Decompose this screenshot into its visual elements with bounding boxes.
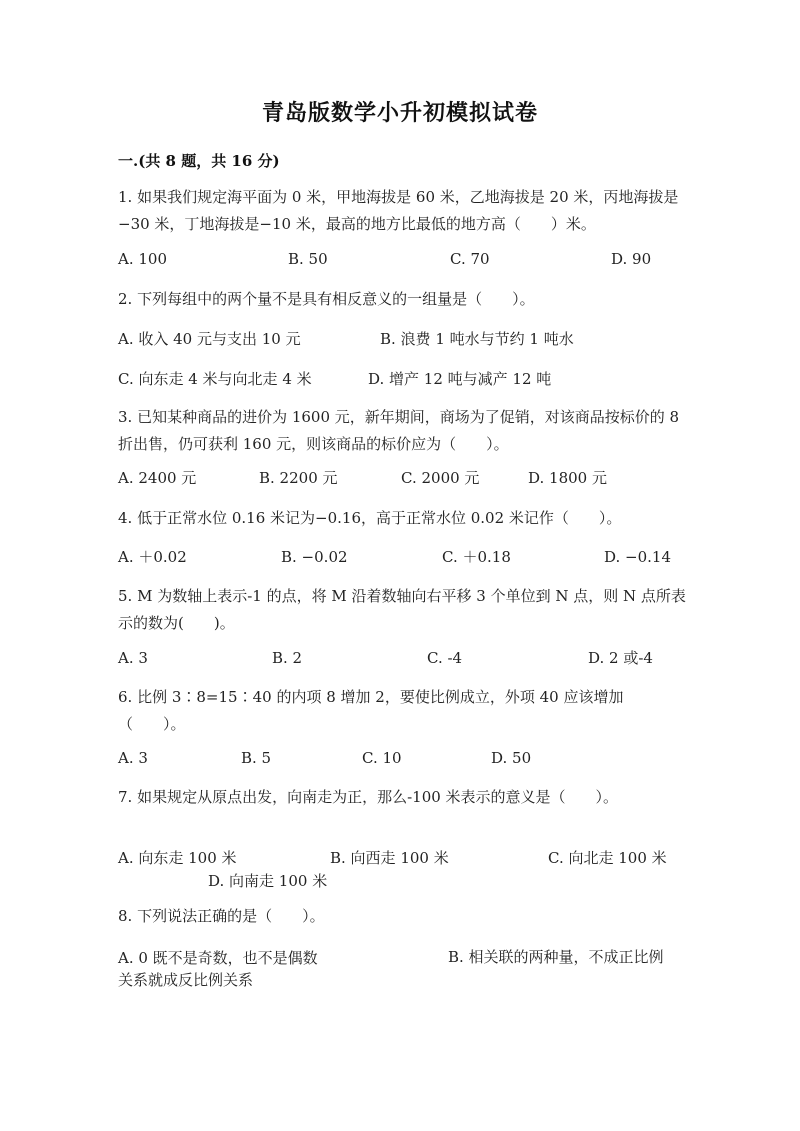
question-7-option-c: C. 向北走 100 米 — [548, 849, 667, 867]
question-5-option-a: A. 3 — [118, 649, 148, 667]
question-7-option-d: D. 向南走 100 米 — [208, 872, 328, 890]
question-6-option-d: D. 50 — [491, 749, 532, 767]
question-4-option-c: C. ＋0.18 — [442, 548, 511, 566]
question-7-stem: 7. 如果规定从原点出发，向南走为正，那么-100 米表示的意义是（ ）。 — [118, 788, 619, 806]
question-4-option-b: B. −0.02 — [281, 548, 348, 566]
question-2-option-a: A. 收入 40 元与支出 10 元 — [118, 330, 301, 348]
question-1-option-a: A. 100 — [118, 250, 167, 268]
question-3-option-a: A. 2400 元 — [118, 469, 197, 487]
question-4-stem: 4. 低于正常水位 0.16 米记为−0.16，高于正常水位 0.02 米记作（ ）。 — [118, 509, 622, 527]
question-1-stem: 1. 如果我们规定海平面为 0 米，甲地海拔是 60 米，乙地海拔是 20 米，丙地海拔是−30 米，丁地海拔是−10 米，最高的地方比最低的地方高（ ）米。 — [118, 188, 679, 233]
question-6-option-a: A. 3 — [118, 749, 148, 767]
question-3-option-c: C. 2000 元 — [401, 469, 480, 487]
question-4-option-a: A. ＋0.02 — [118, 548, 187, 566]
question-5-option-c: C. -4 — [427, 649, 463, 667]
question-2-stem: 2. 下列每组中的两个量不是具有相反意义的一组量是（ ）。 — [118, 290, 535, 308]
question-5-option-d: D. 2 或-4 — [588, 649, 653, 667]
question-2-option-c: C. 向东走 4 米与向北走 4 米 — [118, 370, 312, 388]
question-7-option-b: B. 向西走 100 米 — [330, 849, 449, 867]
page-title: 青岛版数学小升初模拟试卷 — [261, 100, 538, 126]
question-5-option-b: B. 2 — [272, 649, 303, 667]
question-7-option-a: A. 向东走 100 米 — [118, 849, 237, 867]
question-3-stem: 3. 已知某种商品的进价为 1600 元，新年期间，商场为了促销，对该商品按标价的 8 折出售，仍可获利 160 元，则该商品的标价应为（ ）。 — [118, 408, 680, 453]
question-3-option-d: D. 1800 元 — [528, 469, 607, 487]
question-8-option-a: A. 0 既不是奇数，也不是偶数 — [118, 949, 318, 967]
question-4-option-d: D. −0.14 — [604, 548, 671, 566]
question-1-option-b: B. 50 — [288, 250, 328, 268]
question-5-stem: 5. M 为数轴上表示-1 的点，将 M 沿着数轴向右平移 3 个单位到 N 点，则 N 点所表示的数为( )。 — [118, 587, 686, 632]
question-6-stem: 6. 比例 3∶8=15∶40 的内项 8 增加 2，要使比例成立，外项 40 应该增加（ ）。 — [118, 688, 624, 733]
question-3-option-b: B. 2200 元 — [259, 469, 338, 487]
question-8-stem: 8. 下列说法正确的是（ ）。 — [118, 907, 325, 925]
question-6-option-c: C. 10 — [362, 749, 402, 767]
question-2-option-d: D. 增产 12 吨与减产 12 吨 — [368, 370, 552, 388]
section-heading: 一.(共 8 题，共 16 分) — [118, 152, 280, 170]
question-2-option-b: B. 浪费 1 吨水与节约 1 吨水 — [380, 330, 574, 348]
question-6-option-b: B. 5 — [241, 749, 272, 767]
question-1-option-c: C. 70 — [450, 250, 490, 268]
question-1-option-d: D. 90 — [611, 250, 652, 268]
question-8-option-b: B. 相关联的两种量，不成正比例关系就成反比例关系 — [118, 948, 664, 989]
